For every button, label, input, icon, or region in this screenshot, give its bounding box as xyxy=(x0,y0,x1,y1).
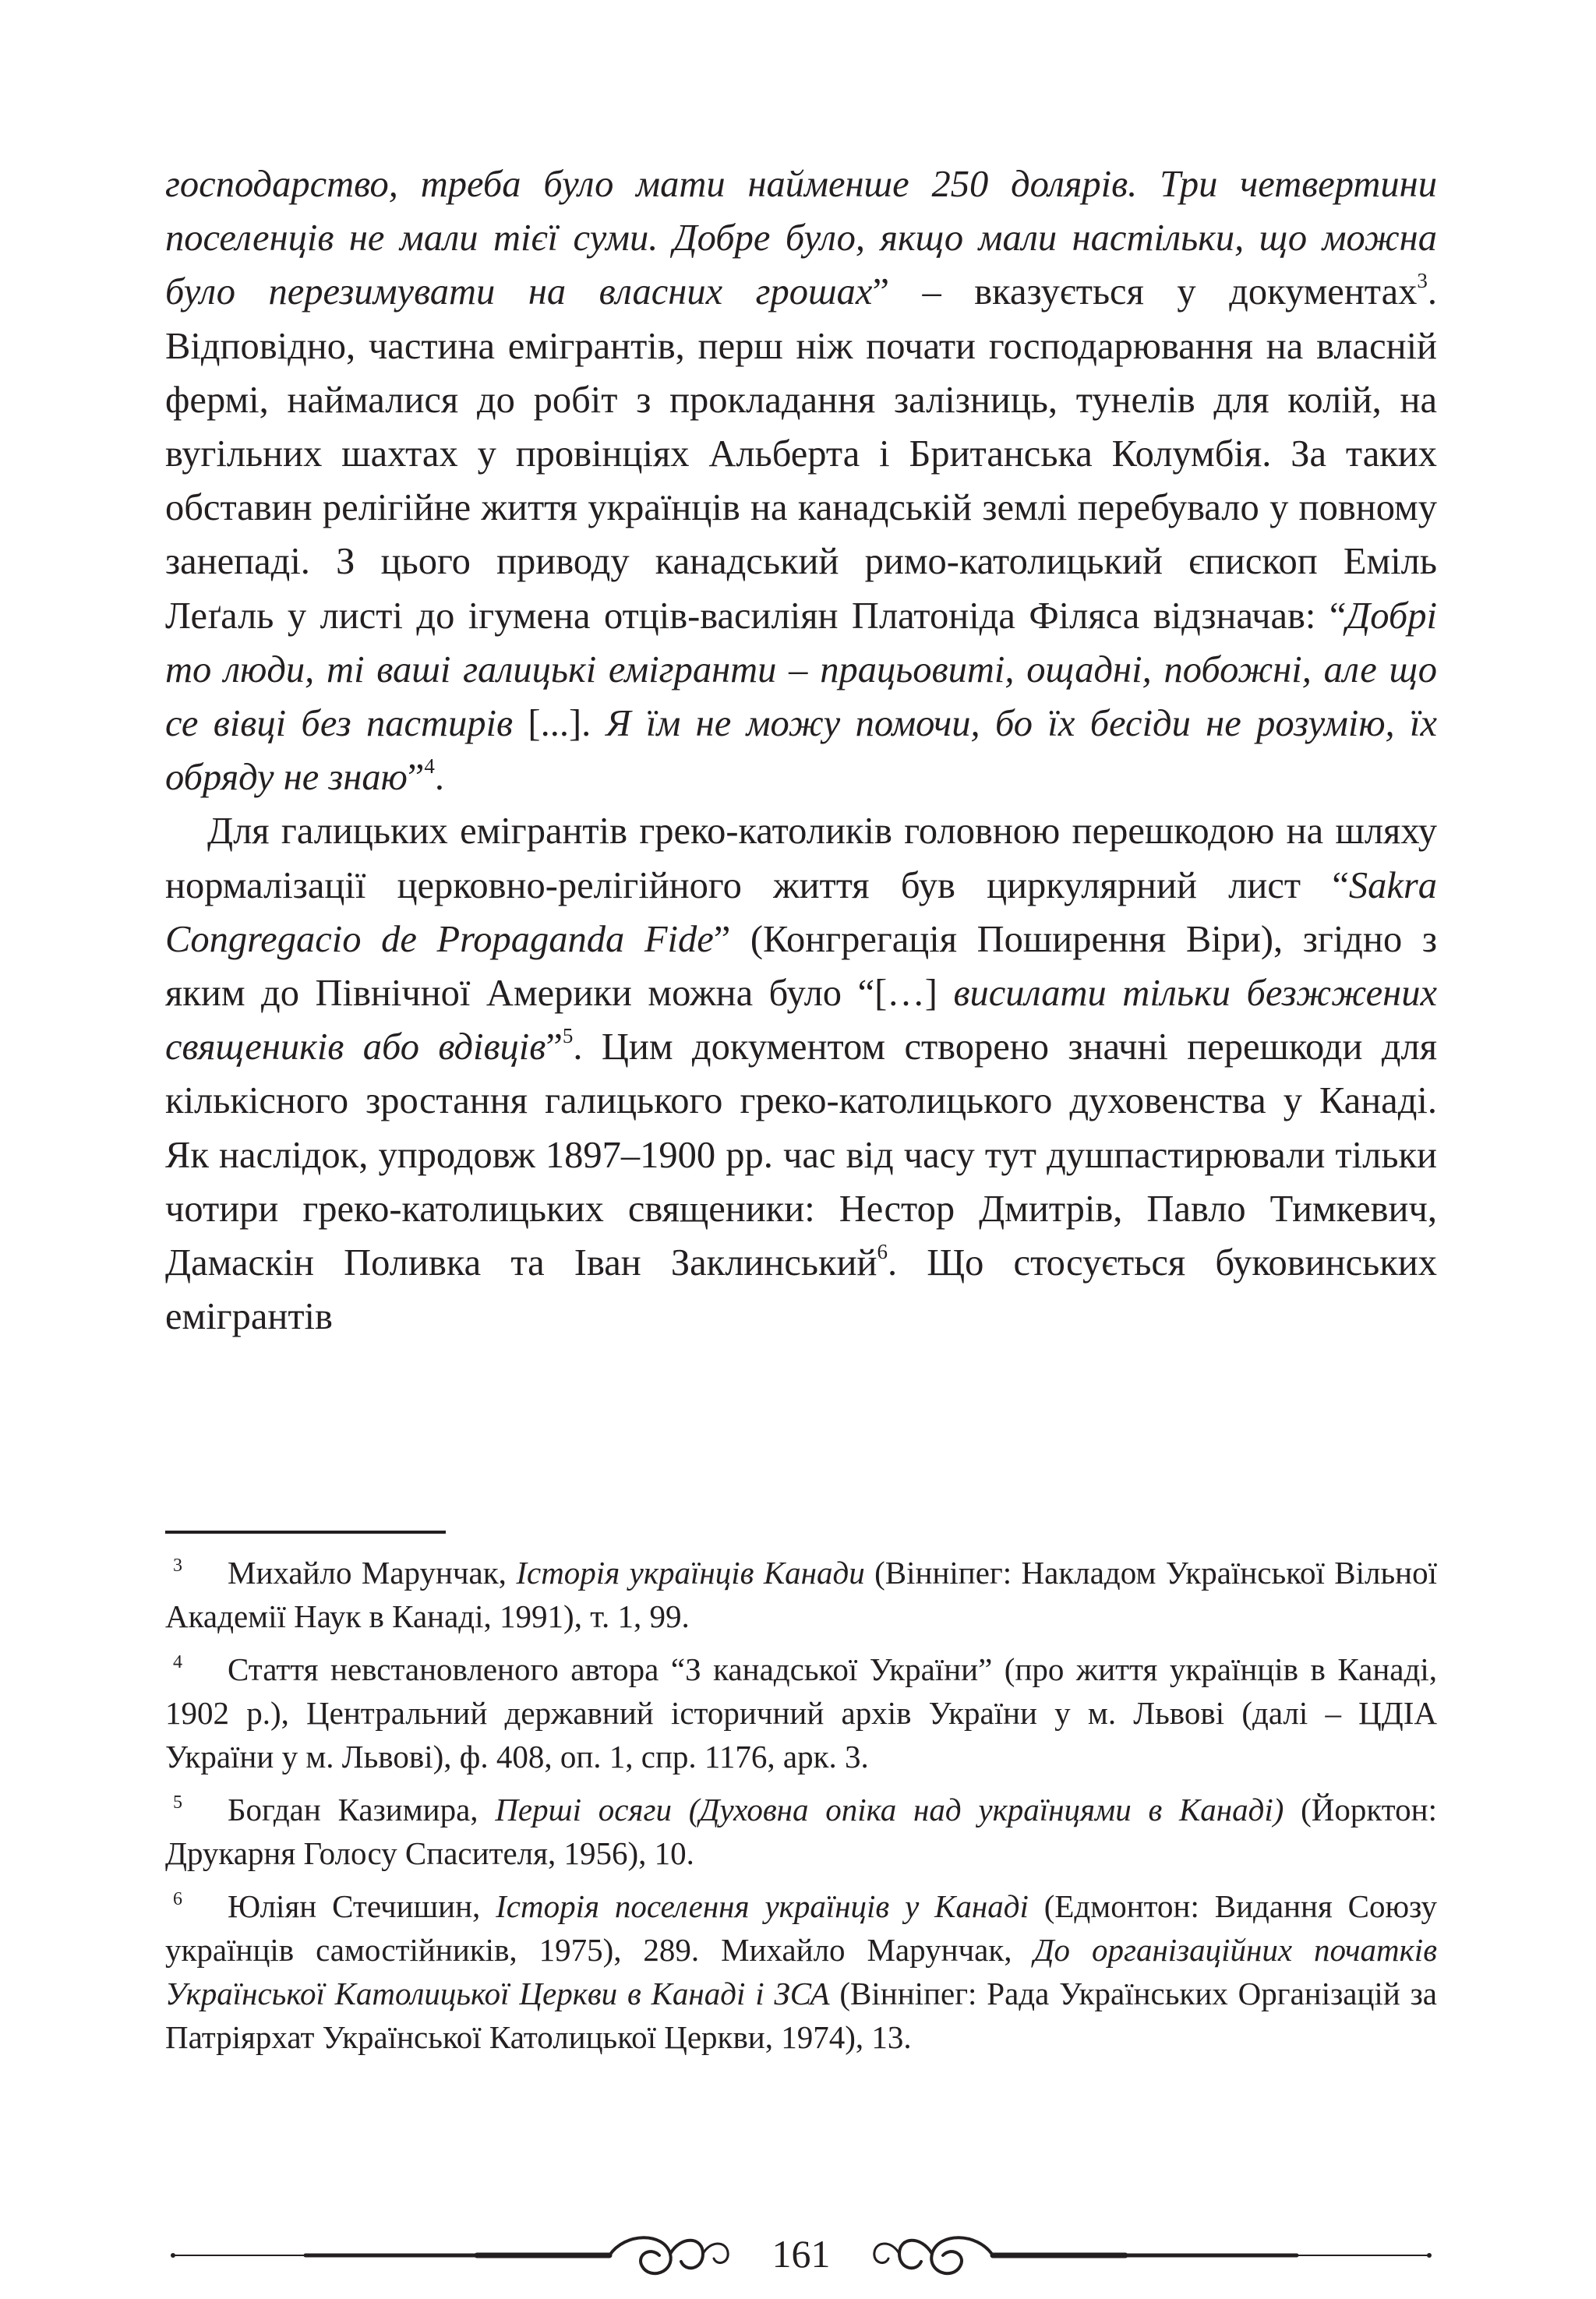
page-footer xyxy=(165,2224,1437,2299)
footnote-ref[interactable]: 3 xyxy=(1417,269,1428,293)
book-page xyxy=(165,157,1438,2276)
footnote-divider xyxy=(165,1531,446,1534)
footnote-5: 5 Богдан Казимира, Перші осяги (Духовна опіка над українцями в Канаді) (Йорктон: Друкарня Голосу Спасителя, 1956), 10. xyxy=(165,1792,1438,1871)
footnote-ref[interactable]: 5 xyxy=(562,1024,574,1048)
paragraph-2: Для галицьких емігрантів греко-католиків головною перешкодою на шляху нормалізації церковно-релігійного життя був циркулярний лист “Sakra Congregacio de Propaganda Fide” (Конгрегація Поширення Віри), згідно з яким до Північної Америки можна було “[…] висилати тільки безжжених священиків або вдівців”$^5$. Цим документом створено значні перешкоди для кількісного зростання галицького греко-католицького духовенства у Канаді. Як наслідок, упродовж 1897–1900 рр. час від часу тут душпастирювали тільки чотири греко-католицьких священики: Нестор Дмитрів, Павло Тимкевич, Дамаскін Поливка та Іван Заклинський$^6$. Що стосується буковинських емігрантів xyxy=(165,810,1437,1338)
footnote-ref[interactable]: 6 xyxy=(877,1240,888,1264)
footnote-3: 3 Михайло Марунчак, Історія українців Канади (Вінніпег: Накладом Української Вільної Академії Наук в Канаді, 1991), т. 1, 99. xyxy=(165,1555,1438,1634)
footnote-ref[interactable]: 4 xyxy=(424,754,435,779)
footnote-4: 4 Стаття невстановленого автора “З канадської України” (про життя українців в Канаді, 1902 р.), Центральний державний історичний архів України у м. Львові (далі – ЦДІА України у м. Львові), ф. 408, оп. 1, спр. 1176, арк. 3. xyxy=(165,1651,1437,1775)
paragraph-1: господарство, треба було мати найменше 250 долярів. Три четвертини поселенців не мали тієї суми. Добре було, якщо мали настільки, що можна було перезимувати на власних грошах” – вказується у документах$^3$. Відповідно, частина емігрантів, перш ніж почати господарювання на власній фермі, наймалися до робіт з прокладання залізниць, тунелів для колій, на вугільних шахтах у провінціях Альберта і Британська Колумбія. За таких обставин релігійне життя українців на канадській землі перебувало у повному занепаді. З цього приводу канадський римо-католицький єпископ Еміль Леґаль у листі до ігумена отців-василіян Платоніда Філяса відзначав: “Добрі то люди, ті ваші галицькі емігранти – працьовиті, ощадні, побожні, але що се вівці без пастирів [...]. Я їм не можу помочи, бо їх бесіди не розумію, їх обряду не знаю”$^4$. xyxy=(165,164,1438,799)
footnotes xyxy=(165,1551,1437,2059)
main-text xyxy=(165,157,1437,1344)
page-number: 161 xyxy=(772,2232,831,2276)
footnote-6: 6 Юліян Стечишин, Історія поселення українців у Канаді (Едмонтон: Видання Союзу українців самостійників, 1975), 289. Михайло Марунчак, До організаційних початків Української Католицької Церкви в Канаді і ЗСА (Вінніпег: Рада Українських Організацій за Патріярхат Української Католицької Церкви, 1974), 13. xyxy=(165,1888,1437,2055)
